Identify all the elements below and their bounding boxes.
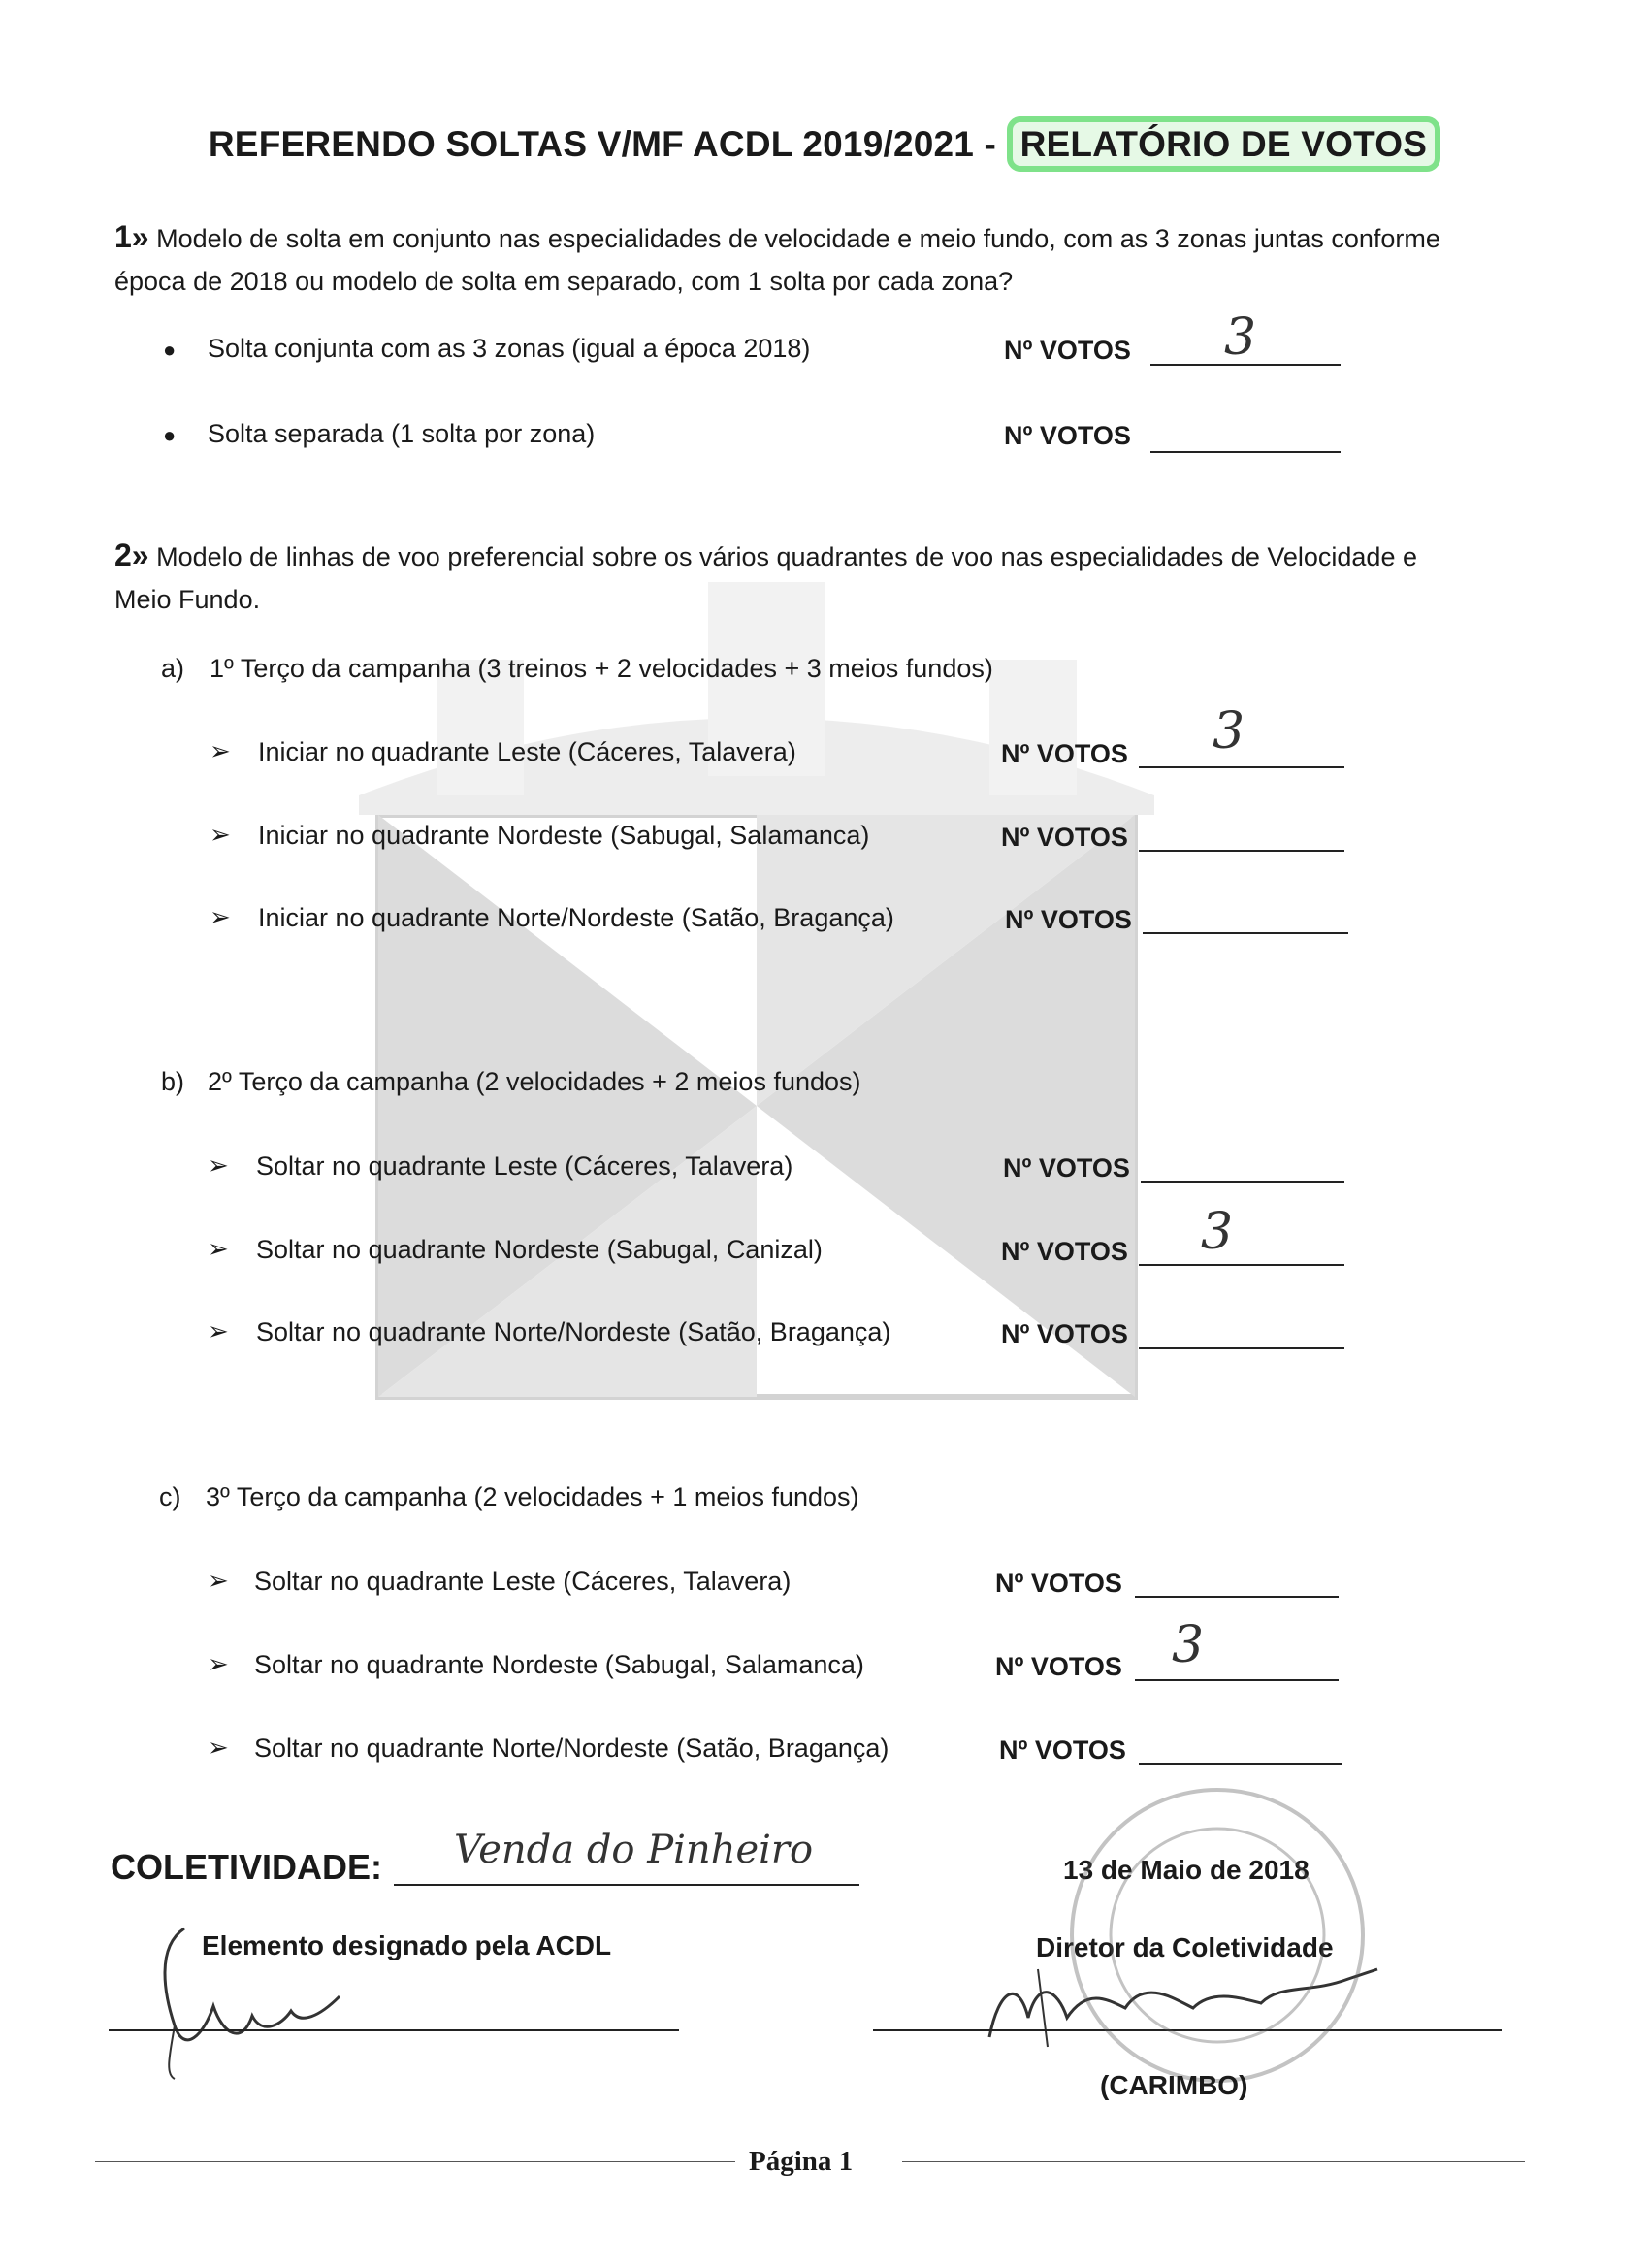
section-a-letter: a) — [161, 654, 185, 683]
q1-number: 1» — [114, 219, 149, 254]
director-label: Diretor da Coletividade — [1036, 1932, 1334, 1962]
section-c-option-3-votes-line[interactable] — [1139, 1763, 1342, 1765]
q1-text-line1: Modelo de solta em conjunto nas especialidades de velocidade e meio fundo, com as 3 zonas juntas conforme — [156, 224, 1440, 253]
section-c-letter: c) — [159, 1482, 181, 1511]
q1-option-1-votes-label: Nº VOTOS — [1004, 336, 1131, 365]
page-title — [0, 124, 1649, 165]
section-b-option-2-votes: 3 — [1201, 1203, 1234, 1261]
section-a-option-2-votes-line[interactable] — [1139, 850, 1344, 852]
section-c-option-2-votes-line[interactable] — [1135, 1679, 1339, 1681]
section-a-option-3-label: Iniciar no quadrante Norte/Nordeste (Satão, Bragança) — [258, 903, 894, 932]
section-b-option-2-votes-label: Nº VOTOS — [1001, 1237, 1128, 1266]
acdl-signature — [146, 1919, 369, 2084]
q1-option-2-label: Solta separada (1 solta por zona) — [208, 419, 596, 448]
q2-number: 2» — [114, 537, 149, 572]
section-b-option-1-label: Soltar no quadrante Leste (Cáceres, Talavera) — [256, 1151, 793, 1181]
section-c-option-2-votes: 3 — [1172, 1616, 1205, 1674]
arrow-right-icon: ➢ — [208, 1733, 229, 1762]
question-1 — [114, 215, 1550, 303]
section-c-option-2-label: Soltar no quadrante Nordeste (Sabugal, Salamanca) — [254, 1650, 864, 1679]
page-number: Página 1 — [749, 2146, 854, 2177]
q1-option-1-votes: 3 — [1224, 308, 1257, 367]
section-a-heading: 1º Terço da campanha (3 treinos + 2 velocidades + 3 meios fundos) — [210, 654, 993, 683]
date-text: 13 de Maio de 2018 — [1063, 1855, 1310, 1885]
section-c-option-1-votes-line[interactable] — [1135, 1596, 1339, 1598]
q2-text-line2: Meio Fundo. — [114, 585, 261, 614]
stamp-label: (CARIMBO) — [1100, 2070, 1248, 2100]
arrow-right-icon: ➢ — [210, 820, 231, 849]
section-c-option-1-votes-label: Nº VOTOS — [995, 1569, 1122, 1598]
section-b-option-2-label: Soltar no quadrante Nordeste (Sabugal, Canizal) — [256, 1235, 823, 1264]
section-b-option-3-votes-label: Nº VOTOS — [1001, 1319, 1128, 1348]
section-b-option-3-votes-line[interactable] — [1139, 1347, 1344, 1349]
section-a-option-2-votes-label: Nº VOTOS — [1001, 823, 1128, 852]
question-2 — [114, 534, 1550, 621]
q1-option-1-label: Solta conjunta com as 3 zonas (igual a época 2018) — [208, 334, 811, 363]
arrow-right-icon: ➢ — [210, 736, 231, 765]
acdl-signature-line[interactable] — [109, 2029, 679, 2031]
club-stamp — [1057, 1775, 1377, 2095]
section-a-option-1-label: Iniciar no quadrante Leste (Cáceres, Talavera) — [258, 737, 796, 766]
section-a-option-3-votes-line[interactable] — [1143, 932, 1348, 934]
section-b-option-2-votes-line[interactable] — [1139, 1264, 1344, 1266]
title-prefix: REFERENDO SOLTAS V/MF ACDL 2019/2021 - — [208, 124, 997, 164]
section-a-option-3-votes-label: Nº VOTOS — [1005, 905, 1132, 934]
section-a-option-1-votes: 3 — [1212, 702, 1245, 761]
section-b-heading: 2º Terço da campanha (2 velocidades + 2 meios fundos) — [208, 1067, 861, 1096]
acdl-element-label: Elemento designado pela ACDL — [202, 1930, 612, 1960]
section-c-heading: 3º Terço da campanha (2 velocidades + 1 meios fundos) — [206, 1482, 859, 1511]
section-c-option-2-votes-label: Nº VOTOS — [995, 1652, 1122, 1681]
q1-text-line2: época de 2018 ou modelo de solta em separado, com 1 solta por cada zona? — [114, 267, 1014, 296]
section-a-option-1-votes-line[interactable] — [1139, 766, 1344, 768]
section-b-letter: b) — [161, 1067, 185, 1096]
q2-text-line1: Modelo de linhas de voo preferencial sobre os vários quadrantes de voo nas especialidades de Velocidade e — [156, 542, 1417, 571]
section-b-option-1-votes-line[interactable] — [1141, 1181, 1344, 1183]
footer-rule-right — [902, 2161, 1525, 2162]
coletividade-label: COLETIVIDADE: — [111, 1847, 383, 1887]
title-highlight: RELATÓRIO DE VOTOS — [1007, 116, 1441, 172]
bullet-icon: ● — [163, 423, 177, 447]
bullet-icon: ● — [163, 338, 177, 362]
section-a-option-2-label: Iniciar no quadrante Nordeste (Sabugal, Salamanca) — [258, 821, 870, 850]
section-c-option-1-label: Soltar no quadrante Leste (Cáceres, Talavera) — [254, 1567, 792, 1596]
arrow-right-icon: ➢ — [208, 1316, 229, 1345]
arrow-right-icon: ➢ — [208, 1234, 229, 1263]
section-b-option-1-votes-label: Nº VOTOS — [1003, 1153, 1130, 1183]
arrow-right-icon: ➢ — [208, 1649, 229, 1678]
q1-option-2-votes-label: Nº VOTOS — [1004, 421, 1131, 450]
arrow-right-icon: ➢ — [210, 902, 231, 931]
section-b-option-3-label: Soltar no quadrante Norte/Nordeste (Satão, Bragança) — [256, 1317, 891, 1346]
arrow-right-icon: ➢ — [208, 1150, 229, 1180]
coletividade-line[interactable] — [394, 1884, 859, 1886]
section-c-option-3-votes-label: Nº VOTOS — [999, 1735, 1126, 1765]
section-c-option-3-label: Soltar no quadrante Norte/Nordeste (Satão, Bragança) — [254, 1733, 889, 1763]
section-a-option-1-votes-label: Nº VOTOS — [1001, 739, 1128, 768]
arrow-right-icon: ➢ — [208, 1566, 229, 1595]
footer-rule-left — [95, 2161, 735, 2162]
q1-option-2-votes-line[interactable] — [1150, 451, 1341, 453]
coletividade-value: Venda do Pinheiro — [454, 1828, 814, 1872]
